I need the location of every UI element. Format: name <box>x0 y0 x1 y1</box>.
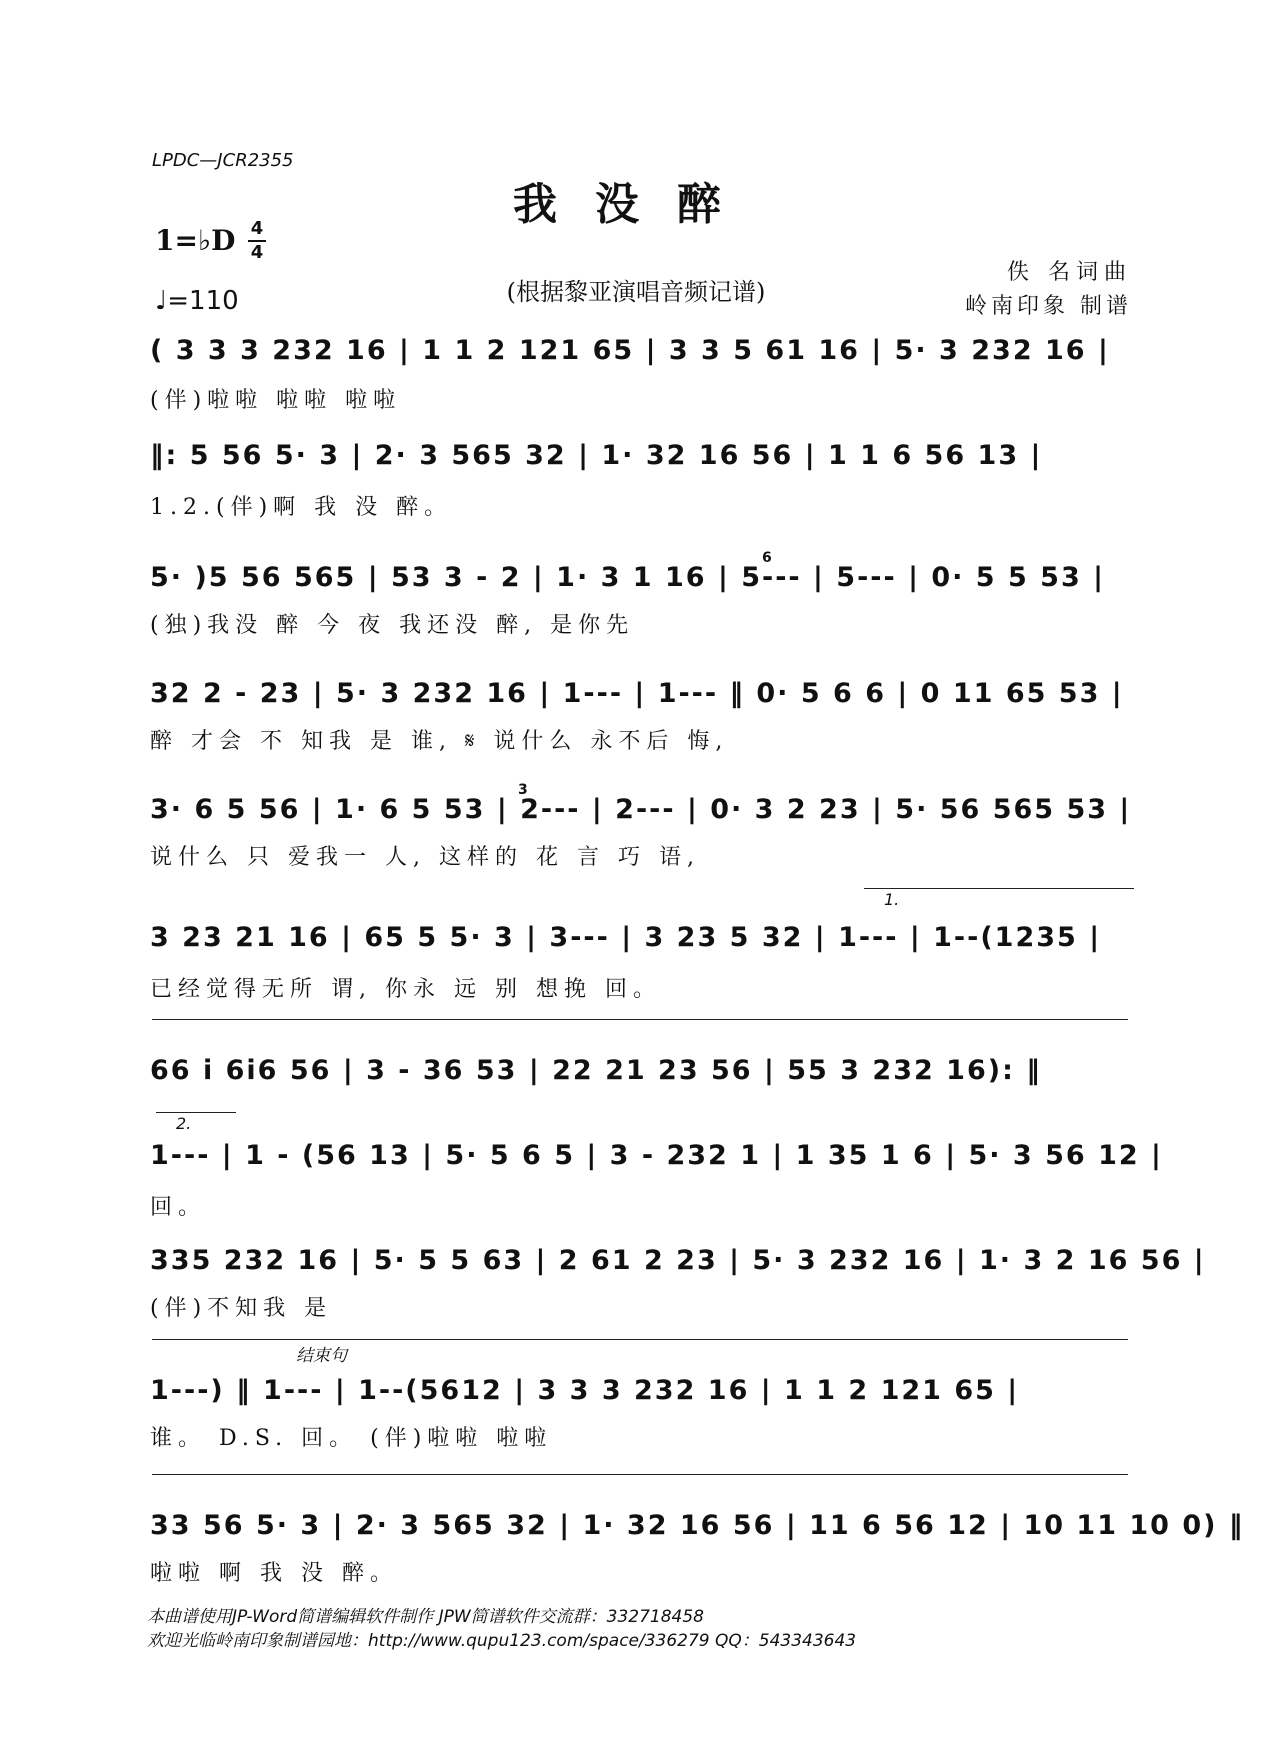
lyrics-line-10: 谁。 D.S. 回。 (伴)啦啦 啦啦 <box>150 1426 553 1451</box>
notes-line-8: 1--- | 1 - (56 13 | 5· 5 6 5 | 3 - 232 1 | 1 35 1 6 | 5· 3 56 12 | <box>150 1140 1163 1171</box>
volta-2-label: 2. <box>176 1114 192 1133</box>
notes-line-10: 1---) ‖ 1--- | 1--(5612 | 3 3 3 232 16 | 1 1 2 121 65 | <box>150 1375 1020 1406</box>
time-sig-bottom: 4 <box>250 242 264 263</box>
volta-1-bracket <box>864 888 1134 889</box>
notes-line-9: 335 232 16 | 5· 5 5 63 | 2 61 2 23 | 5· 3 232 16 | 1· 3 2 16 56 | <box>150 1245 1206 1276</box>
ending-label: 结束句 <box>296 1346 347 1366</box>
lyrics-line-5: 说什么 只 爱我一 人, 这样的 花 言 巧 语, <box>150 845 700 870</box>
song-title: 我没醉 <box>513 179 759 230</box>
score-code: LPDC—JCR2355 <box>152 150 294 171</box>
lyrics-line-6: 已经觉得无所 谓, 你永 远 别 想挽 回。 <box>150 977 661 1002</box>
meter-change-mark-1: 6 <box>762 550 772 566</box>
footer-software-note: 本曲谱使用JP-Word简谱编辑软件制作 JPW简谱软件交流群：332718458 <box>147 1607 704 1627</box>
notes-line-2: ‖: 5 56 5· 3 | 2· 3 565 32 | 1· 32 16 56 | 1 1 6 56 13 | <box>150 440 1043 471</box>
subtitle: (根据黎亚演唱音频记谱) <box>506 278 766 306</box>
lyrics-line-2: 1.2.(伴)啊 我 没 醉。 <box>150 495 453 520</box>
credit-transcriber: 岭南印象 制谱 <box>965 294 1132 319</box>
notes-line-1: ( 3 3 3 232 16 | 1 1 2 121 65 | 3 3 5 61 16 | 5· 3 232 16 | <box>150 335 1110 366</box>
lyrics-line-3: (独)我没 醉 今 夜 我还没 醉, 是你先 <box>150 613 635 638</box>
ending-bracket <box>152 1339 1128 1340</box>
lyrics-line-1: (伴)啦啦 啦啦 啦啦 <box>150 388 402 413</box>
volta-1-bracket-continued <box>152 1019 1128 1020</box>
lyrics-line-4: 醉 才会 不 知我 是 谁, 𝄋 说什么 永不后 悔, <box>150 729 729 754</box>
credit-composer: 佚 名词曲 <box>1007 260 1132 285</box>
footer-website-note: 欢迎光临岭南印象制谱园地：http://www.qupu123.com/space/336279 QQ：543343643 <box>147 1631 857 1651</box>
lyrics-line-8: 回。 <box>150 1195 207 1220</box>
lyrics-line-9: (伴)不知我 是 <box>150 1296 333 1321</box>
meter-change-mark-2: 3 <box>518 782 528 798</box>
notes-line-7: 66 i 6i6 56 | 3 - 36 53 | 22 21 23 56 | 55 3 232 16): ‖ <box>150 1055 1042 1086</box>
tempo-mark: ♩=110 <box>155 286 239 316</box>
notes-line-11: 33 56 5· 3 | 2· 3 565 32 | 1· 32 16 56 | 11 6 56 12 | 10 11 10 0) ‖ <box>150 1510 1245 1541</box>
volta-2-bracket <box>156 1112 236 1113</box>
lyrics-line-11: 啦啦 啊 我 没 醉。 <box>150 1561 398 1586</box>
ending-bracket-continued <box>152 1474 1128 1475</box>
volta-1-label: 1. <box>884 890 900 909</box>
notes-line-4: 32 2 - 23 | 5· 3 232 16 | 1--- | 1--- ‖ 0· 5 6 6 | 0 11 65 53 | <box>150 678 1124 709</box>
time-sig-top: 4 <box>250 218 264 239</box>
notes-line-5: 3· 6 5 56 | 1· 6 5 53 | 2--- | 2--- | 0· 3 2 23 | 5· 56 565 53 | <box>150 794 1132 825</box>
notes-line-3: 5· )5 56 565 | 53 3 - 2 | 1· 3 1 16 | 5--- | 5--- | 0· 5 5 53 | <box>150 562 1106 593</box>
key-signature: 1=♭D <box>155 224 236 257</box>
notes-line-6: 3 23 21 16 | 65 5 5· 3 | 3--- | 3 23 5 32 | 1--- | 1--(1235 | <box>150 922 1102 953</box>
time-signature <box>248 220 266 262</box>
